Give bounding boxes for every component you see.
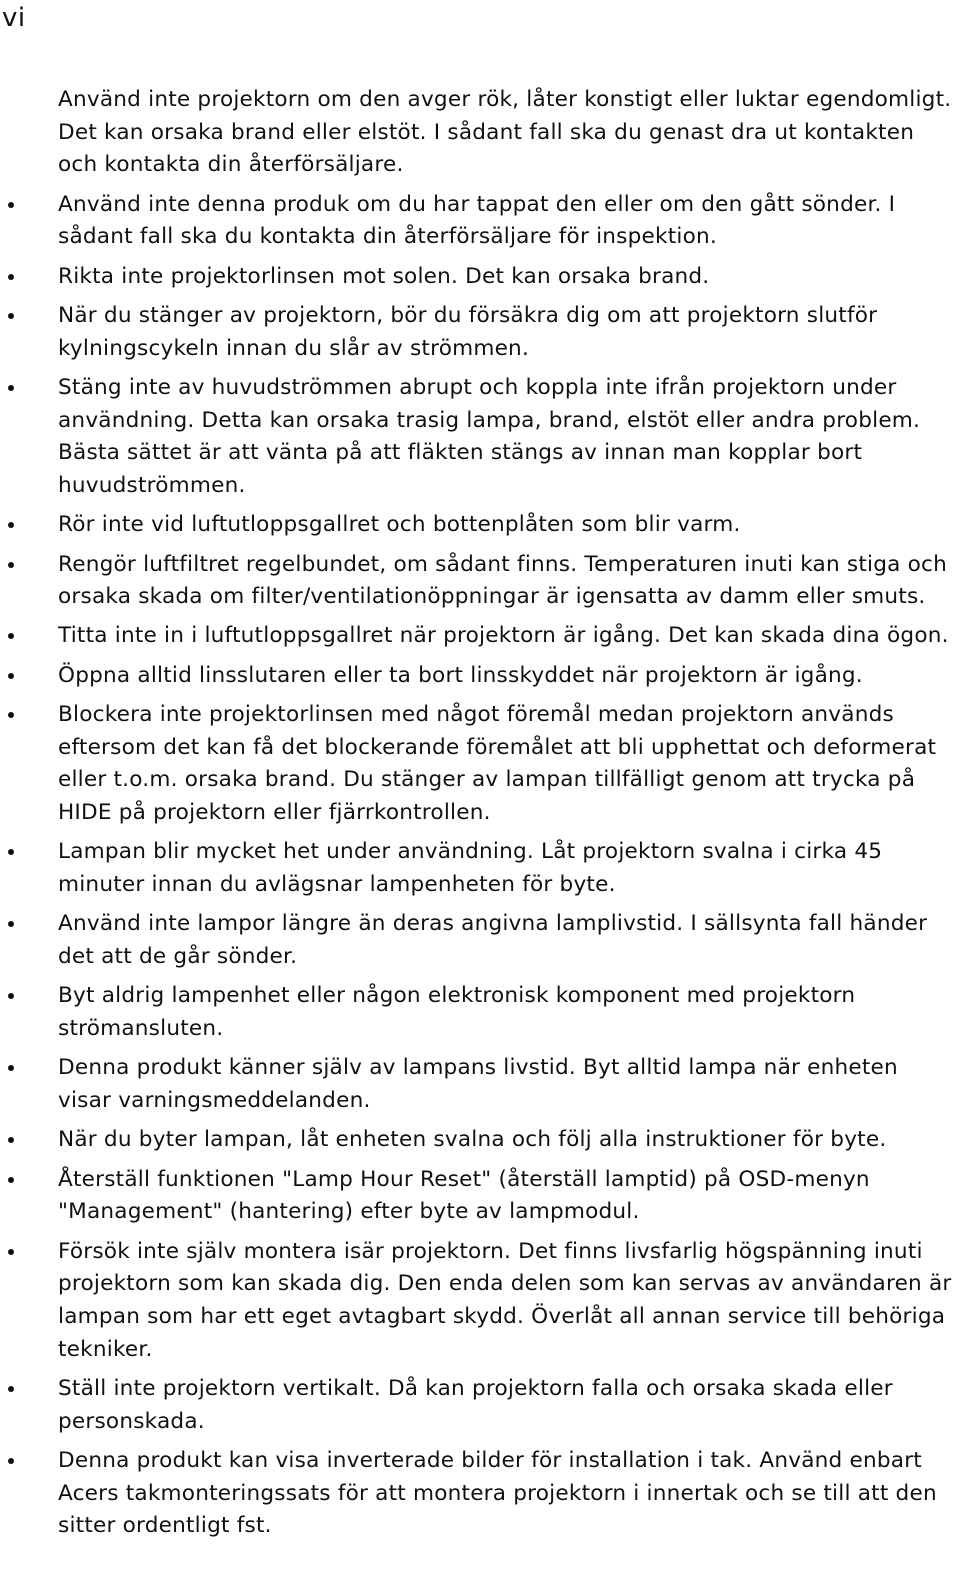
bullet-icon [8, 385, 14, 391]
bullet-icon [8, 562, 14, 568]
bullet-icon [8, 1137, 14, 1143]
bullet-icon [8, 1249, 14, 1255]
list-item-text: Ställ inte projektorn vertikalt. Då kan projektorn falla och orsaka skada eller personskada. [58, 1375, 893, 1434]
list-item [0, 1445, 958, 1543]
list-item [0, 1052, 958, 1117]
list-item [0, 660, 958, 693]
list-item-text: Lampan blir mycket het under användning. Låt projektorn svalna i cirka 45 minuter innan du avlägsnar lampenheten för byte. [58, 839, 883, 898]
list-item [0, 372, 958, 502]
list-item-text: Återställ funktionen "Lamp Hour Reset" (återställ lamptid) på OSD-menyn "Management" (hantering) efter byte av lampmodul. [58, 1166, 870, 1225]
list-item [0, 1164, 958, 1229]
bullet-icon [8, 1386, 14, 1392]
list-item-text: Rikta inte projektorlinsen mot solen. Det kan orsaka brand. [58, 263, 710, 289]
list-item-text: Stäng inte av huvudströmmen abrupt och koppla inte ifrån projektorn under användning. Detta kan orsaka trasig lampa, brand, elstöt eller andra problem. Bästa sättet är att vänta på att fläkten stängs av innan man kopplar bort huvudströmmen. [58, 374, 921, 498]
bullet-icon [8, 849, 14, 855]
bullet-icon [8, 1458, 14, 1464]
list-item [0, 908, 958, 973]
list-item-text: Använd inte denna produk om du har tappat den eller om den gått sönder. I sådant fall ska du kontakta din återförsäljare för inspektion. [58, 191, 896, 250]
list-item-text: Denna produkt kan visa inverterade bilder för installation i tak. Använd enbart Acers takmonteringssats för att montera projektorn i innertak och se till att den sitter ordentligt fst. [58, 1447, 937, 1539]
list-item-text: Rör inte vid luftutloppsgallret och bottenplåten som blir varm. [58, 512, 741, 538]
bullet-icon [8, 712, 14, 718]
list-item-text: Blockera inte projektorlinsen med något föremål medan projektorn används eftersom det kan få det blockerande föremålet att bli upphettat och deformerat eller t.o.m. orsaka brand. Du stänger av lampan tillfälligt genom att trycka på HIDE på projektorn eller fjärrkontrollen. [58, 702, 937, 826]
list-item [0, 1124, 958, 1157]
list-item-text: Rengör luftfiltret regelbundet, om sådant finns. Temperaturen inuti kan stiga och orsaka skada om filter/ventilationöppningar är igensatta av damm eller smuts. [58, 551, 948, 610]
list-item-text: Denna produkt känner själv av lampans livstid. Byt alltid lampa när enheten visar varningsmeddelanden. [58, 1055, 898, 1113]
list-item-text: Använd inte lampor längre än deras angivna lamplivstid. I sällsynta fall händer det att de går sönder. [58, 911, 928, 970]
list-item-text: Öppna alltid linsslutaren eller ta bort linsskyddet när projektorn är igång. [58, 662, 863, 688]
safety-instructions-list [0, 84, 958, 1549]
list-item [0, 980, 958, 1045]
bullet-icon [8, 633, 14, 639]
list-item [0, 261, 958, 294]
list-item-text: Använd inte projektorn om den avger rök, låter konstigt eller luktar egendomligt. Det kan orsaka brand eller elstöt. I sådant fall ska du genast dra ut kontakten och kontakta din återförsäljare. [58, 87, 952, 178]
bullet-icon [8, 673, 14, 679]
list-item-text: När du byter lampan, låt enheten svalna och följ alla instruktioner för byte. [58, 1127, 887, 1153]
list-item [0, 836, 958, 901]
list-item-text: Byt aldrig lampenhet eller någon elektronisk komponent med projektorn strömansluten. [58, 983, 856, 1041]
list-item [0, 1236, 958, 1366]
list-item-text: Titta inte in i luftutloppsgallret när projektorn är igång. Det kan skada dina ögon. [58, 623, 949, 649]
bullet-icon [8, 202, 14, 208]
bullet-icon [8, 921, 14, 927]
list-item [0, 699, 958, 829]
list-item-text: Försök inte själv montera isär projektorn. Det finns livsfarlig högspänning inuti projektorn som kan skada dig. Den enda delen som kan servas av användaren är lampan som har ett eget avtagbart skydd. Överlåt all annan service till behöriga tekniker. [58, 1238, 952, 1362]
bullet-icon [8, 993, 14, 999]
bullet-icon [8, 274, 14, 280]
list-item [0, 620, 958, 653]
list-item [0, 1373, 958, 1438]
bullet-icon [8, 313, 14, 319]
bullet-icon [8, 1177, 14, 1183]
list-item [0, 189, 958, 254]
list-item-text: När du stänger av projektorn, bör du försäkra dig om att projektorn slutför kylningscykeln innan du slår av strömmen. [58, 302, 878, 361]
bullet-icon [8, 522, 14, 528]
list-item [0, 300, 958, 365]
list-item [0, 509, 958, 542]
page-number: vi [2, 3, 26, 33]
list-item [0, 549, 958, 614]
list-item [0, 84, 958, 182]
bullet-icon [8, 1065, 14, 1071]
